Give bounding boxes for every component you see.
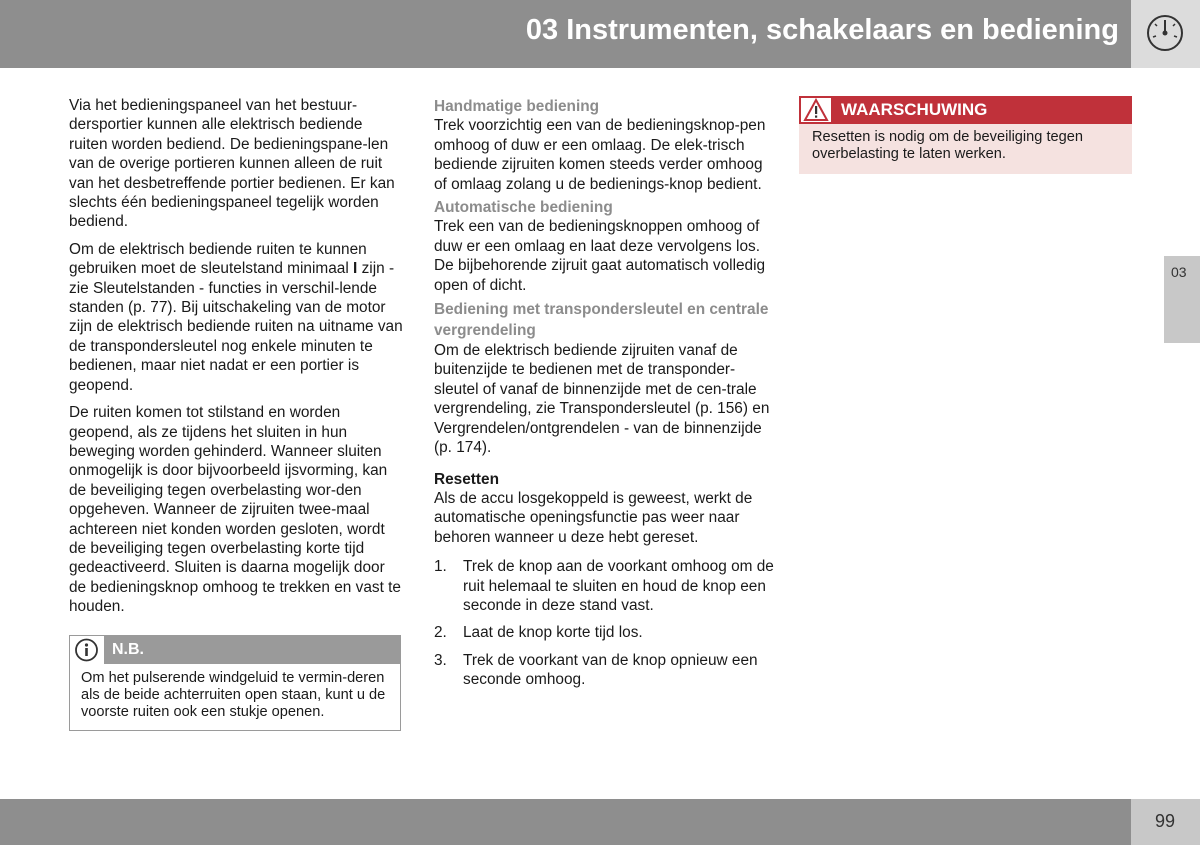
page-number: 99 bbox=[1155, 811, 1176, 831]
warning-header bbox=[799, 96, 1132, 124]
section-heading: Bediening met transpondersleutel en centrale vergrendeling bbox=[434, 301, 769, 340]
paragraph: Om de elektrisch bediende zijruiten vanaf de buitenzijde te bedienen met de transponder-sleutel of vanaf de binnenzijde met de cen-trale vergrendeling, zie Transpondersleutel (p. 156) en Vergrendelen/ontgrendelen - van de binnenzijde (p. 174). bbox=[434, 342, 770, 457]
warning-text: Resetten is nodig om de beveiliging tegen overbelasting te laten werken. bbox=[812, 129, 1083, 163]
warning-label: WAARSCHUWING bbox=[841, 100, 988, 119]
note-label: N.B. bbox=[112, 640, 144, 658]
list-item: 2. Laat de knop korte tijd los. bbox=[434, 624, 643, 642]
paragraph: Trek een van de bedieningsknoppen omhoog of duw er een omlaag en laat deze vervolgens los. De bijbehorende zijruit gaat automatisch volledig open of dicht. bbox=[434, 218, 766, 294]
column-2 bbox=[434, 97, 774, 698]
note-text: Om het pulserende windgeluid te vermin-deren als de beide achterruiten open staan, kunt u de voorste ruiten ook een stukje openen. bbox=[81, 669, 386, 721]
list-item: 3. Trek de voorkant van de knop opnieuw een seconde omhoog. bbox=[434, 651, 758, 689]
gauge-icon bbox=[1145, 13, 1185, 53]
chapter-tab bbox=[1164, 256, 1200, 343]
note-box bbox=[69, 635, 401, 731]
section-heading: Automatische bediening bbox=[434, 199, 613, 217]
step-list bbox=[434, 557, 774, 689]
list-item: 1. Trek de knop aan de voorkant omhoog om de ruit helemaal te sluiten en houd de knop een seconde in deze stand vast. bbox=[434, 558, 774, 614]
paragraph: Om de elektrisch bediende ruiten te kunnen gebruiken moet de sleutelstand minimaal I zijn - zie Sleutelstanden - functies in verschil-lende standen (p. 77). Bij uitschakeling van de motor zijn de elektrisch bediende ruiten na uitname van de transpondersleutel nog enkele minuten te bedienen, maar niet nadat er een portier is geopend. bbox=[69, 240, 403, 394]
column-1 bbox=[69, 96, 404, 731]
chapter-tab-label: 03 bbox=[1171, 264, 1187, 280]
page-footer bbox=[0, 799, 1131, 845]
warning-box bbox=[799, 96, 1132, 174]
chapter-icon-box bbox=[1131, 0, 1200, 68]
note-header bbox=[70, 636, 400, 664]
paragraph: Via het bedieningspaneel van het bestuur-dersportier kunnen alle elektrisch bediende ruiten worden bediend. De bedieningspane-len van de overige portieren kunnen alleen de ruit van het desbetreffende portier bedienen. Er kan slechts één bedieningspaneel tegelijk worden bediend. bbox=[69, 97, 395, 231]
paragraph: Trek voorzichtig een van de bedieningsknop-pen omhoog of duw er een omlaag. De elek-trisch bediende zijruiten komen steeds verder omhoog of omlaag zolang u de bedienings-knop bedient. bbox=[434, 117, 766, 193]
info-icon bbox=[74, 638, 99, 662]
section-heading: Handmatige bediening bbox=[434, 98, 600, 115]
column-3 bbox=[799, 96, 1132, 174]
warning-triangle-icon bbox=[803, 98, 829, 122]
chapter-title: 03 Instrumenten, schakelaars en bediening bbox=[525, 14, 1119, 46]
section-heading: Resetten bbox=[434, 470, 500, 488]
paragraph: Als de accu losgekoppeld is geweest, werkt de automatische openingsfunctie pas weer naar behoren wanneer u deze hebt gereset. bbox=[434, 489, 753, 546]
page-header bbox=[0, 0, 1131, 68]
page-number-box bbox=[1131, 799, 1200, 845]
paragraph: De ruiten komen tot stilstand en worden geopend, als ze tijdens het sluiten in hun beweging worden gehinderd. Wanneer sluiten onmogelijk is door bijvoorbeeld ijsvorming, kan de beveiliging tegen overbelasting wor-den opgeheven. Wanneer de zijruiten twee-maal achtereen niet konden worden gesloten, wordt de beveiliging tegen overbelasting korte tijd gedeactiveerd. Sluiten is daarna mogelijk door de bedieningsknop omhoog te trekken en vast te houden. bbox=[69, 404, 401, 616]
